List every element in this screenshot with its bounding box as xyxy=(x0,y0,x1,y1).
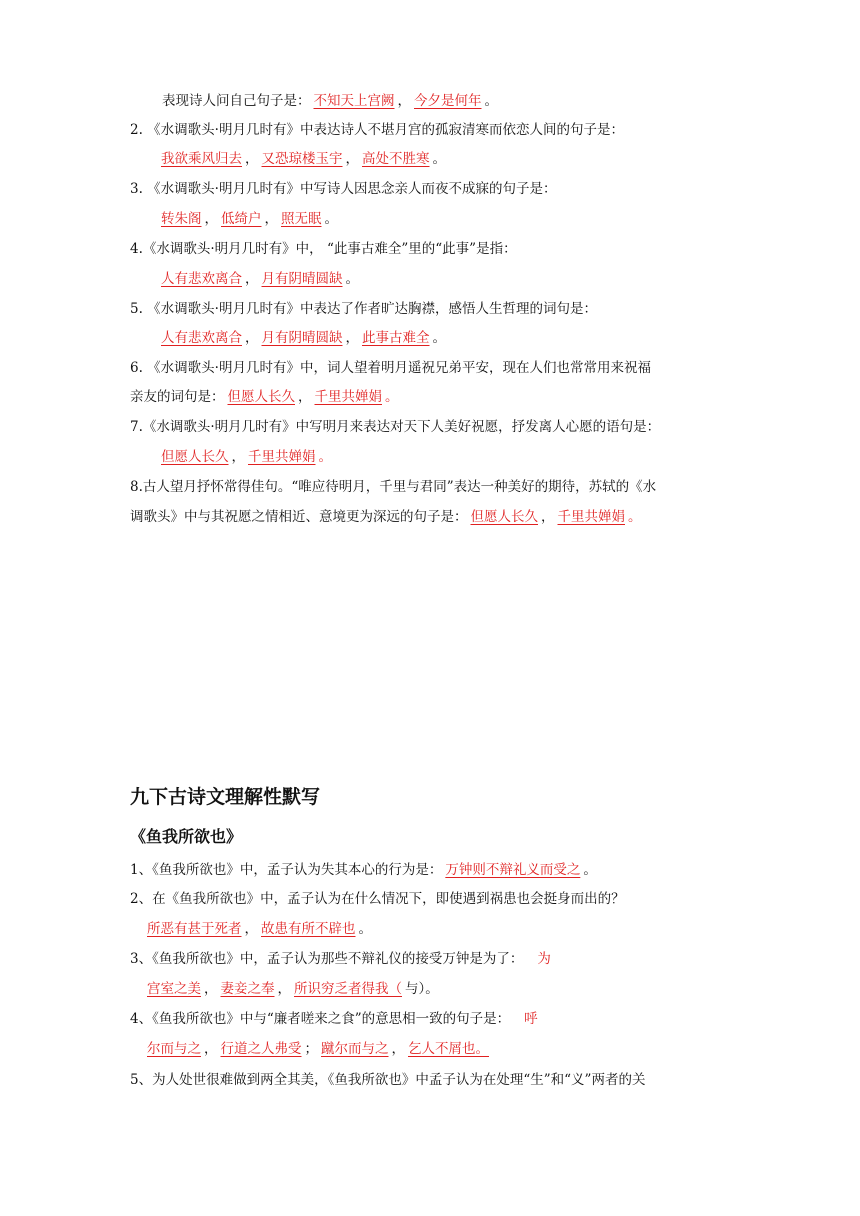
item-8-answer xyxy=(0,506,860,528)
punct: ， xyxy=(245,330,259,346)
item-8-question: 8.古人望月抒怀常得佳句。“唯应待明月，千里与君同”表达一种美好的期待，苏轼的《水 xyxy=(130,479,657,495)
punct: ， xyxy=(264,211,278,227)
punct: ， xyxy=(244,921,258,937)
answer-blank: 转朱阁 xyxy=(161,211,202,227)
punct: ， xyxy=(204,1041,218,1057)
question-text: 调歌头》中与其祝愿之情相近、意境更为深远的句子是： xyxy=(130,509,468,525)
item-7-answer xyxy=(0,446,860,468)
punct: 。 xyxy=(324,211,338,227)
fish-q3-answer xyxy=(0,978,860,1000)
answer-blank: 蹴尔而与之 xyxy=(321,1041,389,1057)
fish-q1 xyxy=(0,859,860,881)
punct: ， xyxy=(397,93,411,109)
answer-start: 为 xyxy=(537,951,551,967)
item-3-answer xyxy=(0,208,860,230)
fish-q3-question xyxy=(0,948,860,970)
item-1-cont xyxy=(0,90,860,112)
punct: 。 xyxy=(432,330,446,346)
fish-q4-question xyxy=(0,1008,860,1030)
answer-blank: 今夕是何年 xyxy=(414,93,482,109)
fish-q2-question: 2、在《鱼我所欲也》中，孟子认为在什么情况下，即使遇到祸患也会挺身而出的？ xyxy=(130,891,625,907)
question-text: 4、《鱼我所欲也》中与“廉者嗟来之食”的意思相一致的句子是： xyxy=(130,1011,511,1027)
item-6-answer xyxy=(0,386,860,408)
item-5-answer xyxy=(0,327,860,349)
punct: ， xyxy=(345,330,359,346)
section-subtitle: 《鱼我所欲也》 xyxy=(130,827,243,846)
punct: ， xyxy=(345,151,359,167)
punct: ， xyxy=(204,211,218,227)
answer-blank: 高处不胜寒 xyxy=(362,151,430,167)
question-text: 3、《鱼我所欲也》中，孟子认为那些不辩礼仪的接受万钟是为了： xyxy=(130,951,524,967)
answer-blank: 尔而与之 xyxy=(147,1041,201,1057)
answer-blank: 我欲乘风归去 xyxy=(161,151,242,167)
punct: 。 xyxy=(385,389,399,405)
answer-blank: 人有悲欢离合 xyxy=(161,271,242,287)
answer-blank: 故患有所不辟也 xyxy=(261,921,356,937)
item-6-question: 6. 《水调歌头·明月几时有》中，词人望着明月遥祝兄弟平安，现在人们也常常用来祝福 xyxy=(130,360,651,376)
punct: 。 xyxy=(484,93,498,109)
punct: 。 xyxy=(358,921,372,937)
answer-blank: 千里共婵娟 xyxy=(557,509,625,525)
answer-blank: 千里共婵娟 xyxy=(314,389,382,405)
answer-blank: 所恶有甚于死者 xyxy=(147,921,242,937)
punct: 。 xyxy=(318,449,332,465)
item-7-question: 7.《水调歌头·明月几时有》中写明月来表达对天下人美好祝愿，抒发离人心愿的语句是： xyxy=(130,419,661,435)
answer-blank: 所识穷乏者得我（ xyxy=(294,981,402,997)
answer-blank: 妻妾之奉 xyxy=(220,981,275,997)
question-text: 1、《鱼我所欲也》中，孟子认为失其本心的行为是： xyxy=(130,862,443,878)
punct: ， xyxy=(231,449,245,465)
answer-blank: 低绮户 xyxy=(221,211,262,227)
answer-blank: 月有阴晴圆缺 xyxy=(261,271,343,287)
fish-q2-answer xyxy=(0,918,860,940)
punct: ， xyxy=(298,389,312,405)
answer-blank: 但愿人长久 xyxy=(470,509,538,525)
punct: ， xyxy=(541,509,555,525)
answer-blank: 但愿人长久 xyxy=(161,449,229,465)
fish-q5-question: 5、为人处世很难做到两全其美，《鱼我所欲也》中孟子认为在处理“生”和“义”两者的关 xyxy=(130,1072,646,1088)
fish-q4-answer xyxy=(0,1038,860,1060)
item-5-question: 5. 《水调歌头·明月几时有》中表达了作者旷达胸襟，感悟人生哲理的词句是： xyxy=(130,301,597,317)
answer-blank: 行道之人弗受 xyxy=(220,1041,302,1057)
punct: ， xyxy=(391,1041,405,1057)
answer-blank: 宫室之美 xyxy=(147,981,201,997)
answer-blank: 但愿人长久 xyxy=(227,389,295,405)
answer-blank: 照无眠 xyxy=(281,211,322,227)
section-title: 九下古诗文理解性默写 xyxy=(130,786,321,808)
item-2-question: 2. 《水调歌头·明月几时有》中表达诗人不堪月宫的孤寂清寒而依恋人间的句子是： xyxy=(130,122,624,138)
item-3-question: 3. 《水调歌头·明月几时有》中写诗人因思念亲人而夜不成寐的句子是： xyxy=(130,181,557,197)
punct: ， xyxy=(245,151,259,167)
punct: 。 xyxy=(345,271,359,287)
item-4-answer xyxy=(0,268,860,290)
answer-blank: 人有悲欢离合 xyxy=(161,330,242,346)
question-text: 亲友的词句是： xyxy=(130,389,225,405)
punct: ， xyxy=(245,271,259,287)
punct: 。 xyxy=(628,509,642,525)
answer-blank: 千里共婵娟 xyxy=(248,449,316,465)
item-2-answer xyxy=(0,148,860,170)
item-4-question: 4.《水调歌头·明月几时有》中， “此事古难全”里的“此事”是指： xyxy=(130,241,517,257)
punct: ， xyxy=(277,981,291,997)
answer-blank: 不知天上宫阙 xyxy=(313,93,395,109)
answer-blank: 月有阴晴圆缺 xyxy=(261,330,343,346)
answer-blank: 乞人不屑也。 xyxy=(408,1041,489,1057)
question-text: 表现诗人问自己句子是： xyxy=(162,93,311,109)
answer-blank: 又恐琼楼玉宇 xyxy=(261,151,343,167)
punct: 。 xyxy=(432,151,446,167)
answer-start: 呼 xyxy=(524,1011,538,1027)
punct: ； xyxy=(304,1041,318,1057)
punct: 。 xyxy=(583,862,597,878)
punct: 与）。 xyxy=(405,981,439,997)
punct: ， xyxy=(204,981,218,997)
answer-blank: 万钟则不辩礼义而受之 xyxy=(445,862,581,878)
answer-blank: 此事古难全 xyxy=(362,330,430,346)
